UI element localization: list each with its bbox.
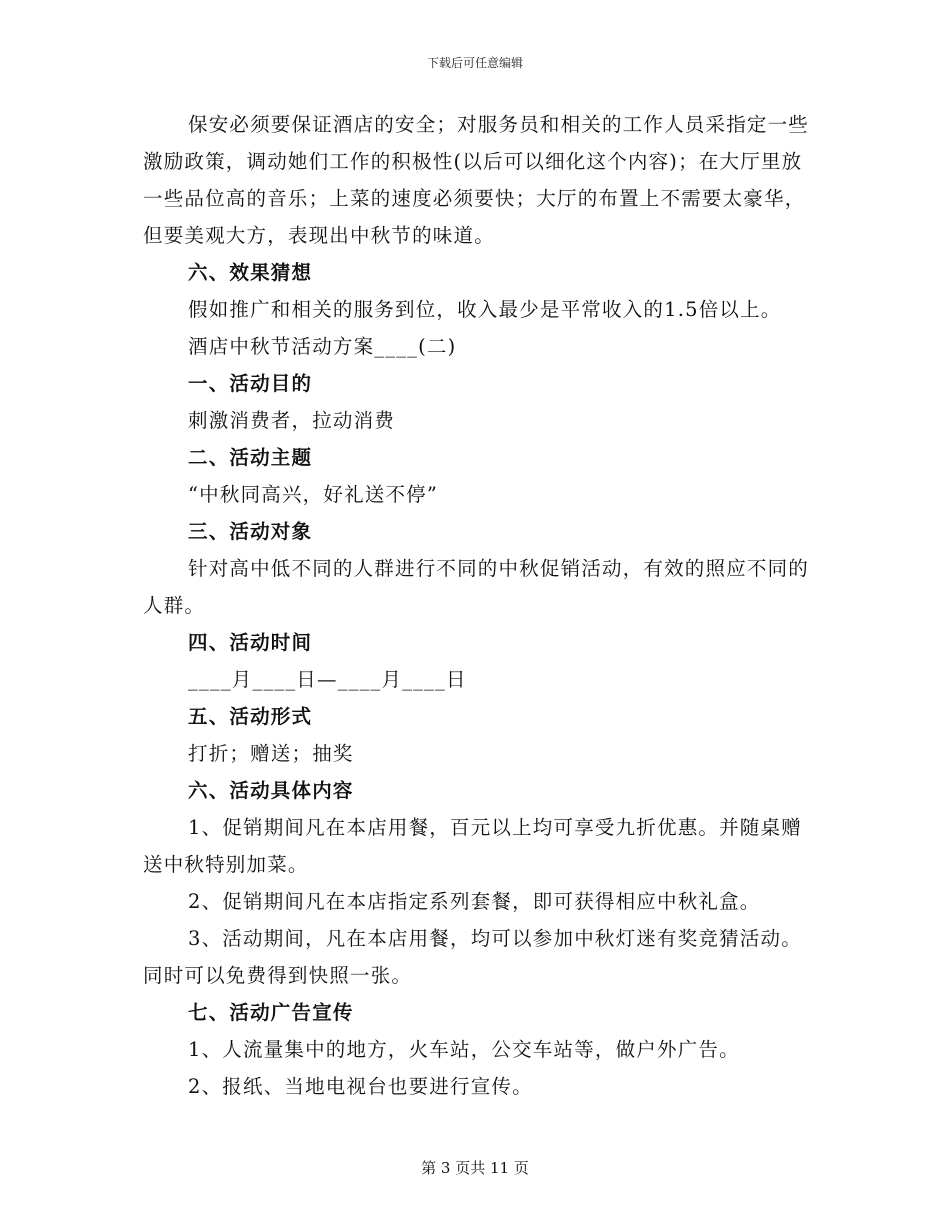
paragraph-details-1: 1、促销期间凡在本店用餐，百元以上均可享受九折优惠。并随桌赠送中秋特别加菜。 xyxy=(143,816,802,876)
heading-format: 五、活动形式 xyxy=(188,705,313,728)
heading-audience: 三、活动对象 xyxy=(188,520,313,543)
paragraph-security: 保安必须要保证酒店的安全；对服务员和相关的工作人员采指定一些激励政策，调动她们工作的积极性(以后可以细化这个内容)；在大厅里放一些品位高的音乐；上菜的速度必须要快；大厅的布置上不需要太豪华，但要美观大方，表现出中秋节的味道。 xyxy=(143,113,810,247)
heading-theme: 二、活动主题 xyxy=(188,446,313,469)
paragraph-details-3: 3、活动期间，凡在本店用餐，均可以参加中秋灯迷有奖竞猜活动。同时可以免费得到快照一张。 xyxy=(143,927,802,987)
paragraph-details-2: 2、促销期间凡在本店指定系列套餐，即可获得相应中秋礼盒。 xyxy=(188,890,761,913)
paragraph-goal: 刺激消费者，拉动消费 xyxy=(188,409,396,432)
heading-details: 六、活动具体内容 xyxy=(188,779,354,802)
heading-goal: 一、活动目的 xyxy=(188,372,313,395)
heading-effect: 六、效果猜想 xyxy=(188,261,313,284)
heading-advertising: 七、活动广告宣传 xyxy=(188,1001,354,1024)
paragraph-theme: “中秋同高兴，好礼送不停” xyxy=(188,483,439,506)
paragraph-effect: 假如推广和相关的服务到位，收入最少是平常收入的1.5倍以上。 xyxy=(188,298,782,321)
heading-time: 四、活动时间 xyxy=(188,631,313,654)
document-body xyxy=(143,106,813,1105)
paragraph-advertising-2: 2、报纸、当地电视台也要进行宣传。 xyxy=(188,1075,533,1098)
document-subtitle: 酒店中秋节活动方案____(二) xyxy=(188,335,457,358)
paragraph-time: ____月____日—____月____日 xyxy=(188,668,467,691)
page-footer: 第 3 页共 11 页 xyxy=(421,1159,529,1177)
page-header: 下载后可任意编辑 xyxy=(426,56,523,70)
paragraph-advertising-1: 1、人流量集中的地方，火车站，公交车站等，做户外广告。 xyxy=(188,1038,740,1061)
paragraph-format: 打折；赠送；抽奖 xyxy=(188,742,354,765)
paragraph-audience: 针对高中低不同的人群进行不同的中秋促销活动，有效的照应不同的人群。 xyxy=(143,557,810,617)
